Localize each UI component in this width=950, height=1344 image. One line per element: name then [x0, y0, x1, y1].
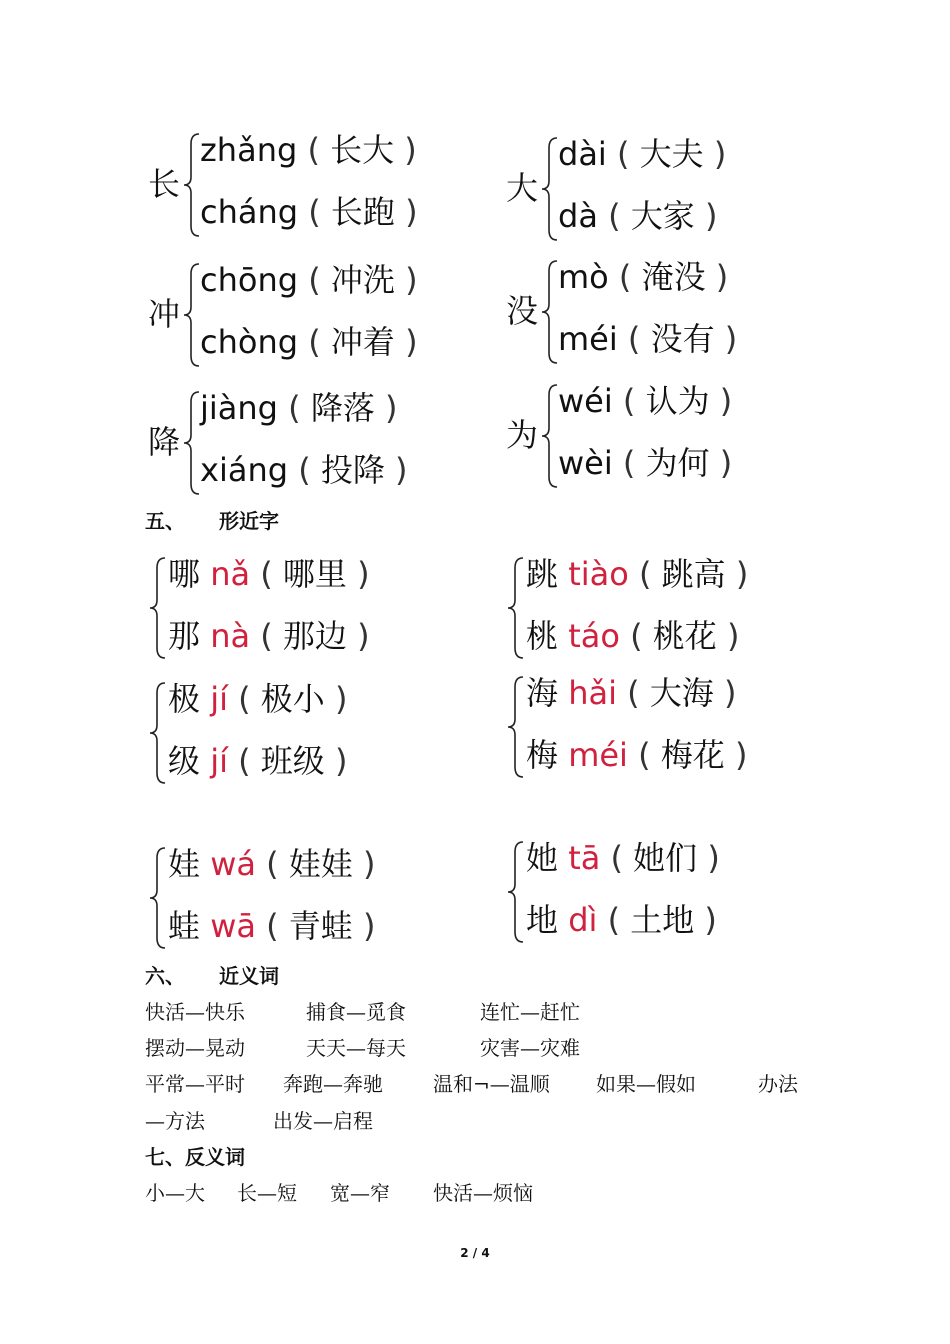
- section-heading: 五、 形近字: [145, 509, 279, 533]
- char: 海: [526, 674, 559, 712]
- char-line: 极 jí ( 极小 ): [168, 680, 348, 718]
- word: 她们: [633, 839, 698, 877]
- pinyin: nǎ: [210, 555, 251, 593]
- similar-shape-group: [506, 554, 806, 662]
- polyphonic-char: 大: [506, 169, 539, 207]
- pinyin: zhǎng: [200, 131, 298, 169]
- pinyin: dài: [558, 135, 607, 173]
- brace-icon: [148, 846, 168, 950]
- synonym-pair: 出发—启程: [273, 1109, 373, 1133]
- pinyin: wā: [210, 907, 256, 945]
- word: 梅花: [660, 736, 725, 774]
- polyphonic-char: 长: [148, 165, 181, 203]
- char: 级: [168, 742, 201, 780]
- similar-shape-group: [148, 844, 448, 952]
- word: 那边: [282, 617, 347, 655]
- char: 梅: [526, 736, 559, 774]
- pinyin: jí: [210, 742, 228, 780]
- word: 长跑: [330, 193, 395, 231]
- pinyin: tā: [568, 839, 601, 877]
- word: 没有: [650, 320, 715, 358]
- section-heading: 六、 近义词: [145, 964, 279, 988]
- word: 长大: [330, 131, 395, 169]
- char-line: 娃 wá ( 娃娃 ): [168, 845, 376, 883]
- pinyin: wèi: [558, 444, 613, 482]
- antonym-pair: 长—短: [237, 1181, 297, 1205]
- char: 跳: [526, 555, 559, 593]
- pinyin: xiáng: [200, 451, 289, 489]
- synonym-pair: 奔跑—奔驰: [283, 1072, 383, 1096]
- char: 那: [168, 617, 201, 655]
- word: 认为: [645, 382, 710, 420]
- reading-line: wèi ( 为何 ): [558, 444, 733, 482]
- brace-icon: [148, 681, 168, 785]
- similar-shape-group: [506, 838, 806, 946]
- char: 娃: [168, 845, 201, 883]
- polyphonic-group: [148, 260, 468, 370]
- word: 跳高: [661, 555, 726, 593]
- brace-icon: [148, 556, 168, 660]
- word: 冲洗: [330, 261, 395, 299]
- synonym-pair: —方法: [145, 1109, 205, 1133]
- synonym-pair: 连忙—赶忙: [480, 1000, 580, 1024]
- reading-line: chòng ( 冲着 ): [200, 323, 418, 361]
- char: 她: [526, 839, 559, 877]
- synonym-pair: 温和¬—温顺: [433, 1072, 550, 1096]
- char: 桃: [526, 617, 559, 655]
- polyphonic-group: [148, 130, 468, 240]
- polyphonic-group: [506, 134, 826, 244]
- similar-shape-group: [506, 673, 806, 781]
- word: 青蛙: [288, 907, 353, 945]
- reading-line: cháng ( 长跑 ): [200, 193, 418, 231]
- brace-icon: [506, 840, 526, 944]
- synonym-pair: 捕食—觅食: [306, 1000, 406, 1024]
- char: 极: [168, 680, 201, 718]
- word: 淹没: [641, 258, 706, 296]
- word: 娃娃: [288, 845, 353, 883]
- char: 地: [526, 901, 559, 939]
- section-heading: 七、反义词: [145, 1145, 245, 1169]
- pinyin: méi: [568, 736, 628, 774]
- similar-shape-group: [148, 679, 448, 787]
- polyphonic-group: [506, 257, 826, 367]
- word: 大家: [630, 197, 695, 235]
- pinyin: wá: [210, 845, 256, 883]
- page-number: 2 / 4: [460, 1246, 490, 1260]
- pinyin: dì: [568, 901, 598, 939]
- reading-line: dài ( 大夫 ): [558, 135, 727, 173]
- antonym-pair: 小—大: [145, 1181, 205, 1205]
- polyphonic-char: 冲: [148, 295, 181, 333]
- char: 哪: [168, 555, 201, 593]
- reading-line: xiáng ( 投降 ): [200, 451, 408, 489]
- synonym-pair: 摆动—晃动: [145, 1036, 245, 1060]
- antonym-pair: 宽—窄: [330, 1181, 390, 1205]
- char-line: 级 jí ( 班级 ): [168, 742, 348, 780]
- char-line: 桃 táo ( 桃花 ): [526, 617, 740, 655]
- brace-icon: [506, 556, 526, 660]
- pinyin: mò: [558, 258, 609, 296]
- word: 桃花: [652, 617, 717, 655]
- word: 哪里: [282, 555, 347, 593]
- char-line: 她 tā ( 她们 ): [526, 839, 720, 877]
- polyphonic-group: [506, 381, 826, 491]
- char-line: 地 dì ( 土地 ): [526, 901, 717, 939]
- word: 降落: [310, 389, 375, 427]
- char-line: 哪 nǎ ( 哪里 ): [168, 555, 370, 593]
- pinyin: chōng: [200, 261, 299, 299]
- word: 极小: [260, 680, 325, 718]
- similar-shape-group: [148, 554, 448, 662]
- word: 大海: [649, 674, 714, 712]
- char-line: 梅 méi ( 梅花 ): [526, 736, 748, 774]
- synonym-pair: 如果—假如: [596, 1072, 696, 1096]
- char-line: 海 hǎi ( 大海 ): [526, 674, 737, 712]
- pinyin: dà: [558, 197, 598, 235]
- pinyin: wéi: [558, 382, 613, 420]
- synonym-pair: 灾害—灾难: [480, 1036, 580, 1060]
- word: 为何: [645, 444, 710, 482]
- word: 土地: [630, 901, 695, 939]
- word: 投降: [320, 451, 385, 489]
- reading-line: wéi ( 认为 ): [558, 382, 733, 420]
- pinyin: chòng: [200, 323, 299, 361]
- pinyin: cháng: [200, 193, 299, 231]
- char: 蛙: [168, 907, 201, 945]
- reading-line: zhǎng ( 长大 ): [200, 131, 417, 169]
- polyphonic-char: 为: [506, 416, 539, 454]
- pinyin: jí: [210, 680, 228, 718]
- reading-line: mò ( 淹没 ): [558, 258, 729, 296]
- pinyin: nà: [210, 617, 251, 655]
- reading-line: jiàng ( 降落 ): [200, 389, 398, 427]
- synonym-pair: 办法: [758, 1072, 798, 1096]
- pinyin: jiàng: [200, 389, 278, 427]
- pinyin: tiào: [568, 555, 629, 593]
- char-line: 蛙 wā ( 青蛙 ): [168, 907, 376, 945]
- reading-line: méi ( 没有 ): [558, 320, 738, 358]
- polyphonic-group: [148, 388, 468, 498]
- synonym-pair: 天天—每天: [306, 1036, 406, 1060]
- antonym-pair: 快活—烦恼: [433, 1181, 533, 1205]
- char-line: 那 nà ( 那边 ): [168, 617, 370, 655]
- synonym-pair: 平常—平时: [145, 1072, 245, 1096]
- polyphonic-char: 降: [148, 423, 181, 461]
- pinyin: táo: [568, 617, 620, 655]
- polyphonic-char: 没: [506, 292, 539, 330]
- word: 冲着: [330, 323, 395, 361]
- char-line: 跳 tiào ( 跳高 ): [526, 555, 749, 593]
- brace-icon: [506, 675, 526, 779]
- reading-line: chōng ( 冲洗 ): [200, 261, 418, 299]
- synonym-pair: 快活—快乐: [145, 1000, 245, 1024]
- pinyin: méi: [558, 320, 618, 358]
- reading-line: dà ( 大家 ): [558, 197, 718, 235]
- word: 班级: [260, 742, 325, 780]
- word: 大夫: [639, 135, 704, 173]
- pinyin: hǎi: [568, 674, 617, 712]
